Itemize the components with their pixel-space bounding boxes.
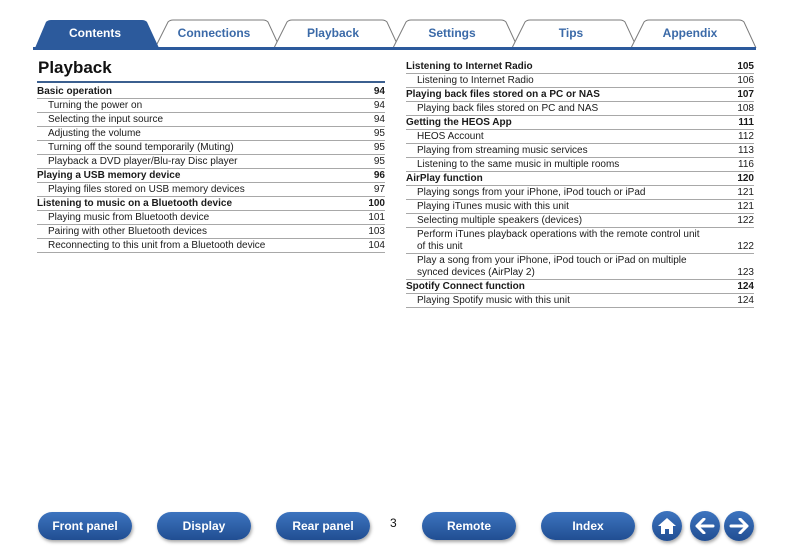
toc-entry-title — [48, 142, 345, 154]
toc-page-number: 124 — [737, 295, 754, 306]
toc-entry-title-line: Playback a DVD player/Blu-ray Disc player — [48, 156, 238, 167]
toc-entry[interactable] — [37, 183, 385, 197]
page-number: 3 — [390, 516, 397, 530]
toc-entry-title — [48, 114, 345, 126]
toc-page-number: 103 — [368, 226, 385, 237]
toc-page-number: 122 — [737, 241, 754, 252]
toc-entry-title — [417, 131, 714, 143]
toc-entry-title — [48, 100, 345, 112]
toc-entry[interactable] — [37, 113, 385, 127]
toc-section-entry[interactable] — [406, 88, 754, 102]
toc-entry[interactable] — [406, 144, 754, 158]
toc-left-column — [37, 85, 385, 253]
index-button[interactable]: Index — [541, 512, 635, 540]
toc-page-number: 108 — [737, 103, 754, 114]
toc-page-number: 94 — [373, 114, 385, 125]
front-panel-button[interactable]: Front panel — [38, 512, 132, 540]
toc-entry-title-line: Playing files stored on USB memory devices — [48, 184, 245, 195]
toc-page-number: 95 — [373, 142, 385, 153]
toc-entry-title — [417, 229, 714, 253]
toc-entry-title-line: Spotify Connect function — [406, 281, 525, 292]
tab-appendix[interactable]: Appendix — [662, 26, 718, 40]
tab-tips[interactable]: Tips — [558, 26, 584, 40]
toc-page-number: 123 — [737, 267, 754, 278]
toc-entry[interactable] — [37, 127, 385, 141]
toc-entry-title-line: Turning the power on — [48, 100, 143, 111]
rear-panel-button[interactable]: Rear panel — [276, 512, 370, 540]
tab-bar — [0, 0, 791, 50]
toc-entry-title — [417, 103, 714, 115]
tab-connections[interactable]: Connections — [177, 26, 251, 40]
toc-section-entry[interactable] — [406, 116, 754, 130]
toc-page-number: 120 — [737, 173, 754, 184]
toc-entry-title-line: of this unit — [417, 241, 463, 252]
toc-entry-title — [417, 215, 714, 227]
remote-button[interactable]: Remote — [422, 512, 516, 540]
toc-page-number: 107 — [737, 89, 754, 100]
toc-entry-title — [406, 117, 714, 129]
toc-entry-title-line: Selecting multiple speakers (devices) — [417, 215, 583, 226]
toc-entry-title — [48, 156, 345, 168]
toc-entry-title — [48, 240, 345, 252]
toc-entry-title-line: Playing from streaming music services — [417, 145, 588, 156]
toc-entry-title-line: Listening to the same music in multiple rooms — [417, 159, 620, 170]
toc-page-number: 100 — [368, 198, 385, 209]
toc-entry[interactable] — [406, 214, 754, 228]
toc-entry-title-line: Playing songs from your iPhone, iPod touch or iPad — [417, 187, 646, 198]
toc-entry-title-line: Perform iTunes playback operations with the remote control unit — [417, 229, 700, 240]
toc-section-entry[interactable] — [406, 60, 754, 74]
toc-entry-title — [37, 86, 345, 98]
arrow-left-icon — [695, 518, 715, 534]
toc-page-number: 112 — [738, 131, 754, 142]
toc-entry-title-line: Listening to Internet Radio — [417, 75, 534, 86]
next-page-button[interactable] — [724, 511, 754, 541]
toc-page-number: 124 — [737, 281, 754, 292]
toc-entry[interactable] — [37, 225, 385, 239]
toc-page-number: 111 — [738, 117, 754, 128]
toc-section-entry[interactable] — [406, 280, 754, 294]
toc-entry-title — [48, 184, 345, 196]
toc-entry[interactable] — [406, 186, 754, 200]
toc-entry-title-line: Turning off the sound temporarily (Muting) — [48, 142, 234, 153]
toc-entry-title — [417, 255, 714, 279]
toc-section-entry[interactable] — [37, 197, 385, 211]
tab-playback[interactable]: Playback — [306, 26, 360, 40]
toc-entry-title-line: Listening to music on a Bluetooth device — [37, 198, 233, 209]
toc-entry-title — [417, 201, 714, 213]
toc-entry[interactable] — [37, 155, 385, 169]
toc-entry[interactable] — [37, 211, 385, 225]
toc-page-number: 113 — [738, 145, 754, 156]
arrow-right-icon — [729, 518, 749, 534]
toc-entry[interactable] — [406, 228, 754, 254]
toc-page-number: 121 — [737, 187, 754, 198]
toc-page-number: 116 — [738, 159, 754, 170]
toc-entry-title-line: Adjusting the volume — [48, 128, 141, 139]
toc-entry-title — [48, 128, 345, 140]
toc-page-number: 101 — [368, 212, 385, 223]
toc-page-number: 105 — [737, 61, 754, 72]
toc-entry[interactable] — [406, 130, 754, 144]
toc-entry-title-line: Playing iTunes music with this unit — [417, 201, 569, 212]
toc-entry-title-line: Getting the HEOS App — [406, 117, 512, 128]
toc-page-number: 106 — [737, 75, 754, 86]
toc-page-number: 121 — [737, 201, 754, 212]
toc-section-entry[interactable] — [37, 85, 385, 99]
toc-entry[interactable] — [37, 99, 385, 113]
toc-entry[interactable] — [406, 294, 754, 308]
toc-entry-title-line: Playing back files stored on PC and NAS — [417, 103, 599, 114]
toc-page-number: 94 — [373, 86, 385, 97]
page-title: Playback — [38, 58, 112, 77]
toc-right-column — [406, 60, 754, 308]
toc-entry-title-line: Pairing with other Bluetooth devices — [48, 226, 207, 237]
toc-page-number: 97 — [373, 184, 385, 195]
toc-entry-title-line: Play a song from your iPhone, iPod touch or iPad on multiple — [417, 255, 687, 266]
toc-entry[interactable] — [406, 74, 754, 88]
toc-entry-title-line: Playing music from Bluetooth device — [48, 212, 210, 223]
toc-entry-title-line: Playing back files stored on a PC or NAS — [406, 89, 600, 100]
toc-entry-title — [417, 187, 714, 199]
toc-page-number: 96 — [373, 170, 385, 181]
toc-entry-title-line: Listening to Internet Radio — [406, 61, 533, 72]
toc-entry-title — [37, 198, 345, 210]
toc-entry-title-line: Basic operation — [37, 86, 113, 97]
toc-entry-title — [406, 281, 714, 293]
toc-entry-title-line: Playing Spotify music with this unit — [417, 295, 570, 306]
previous-page-button[interactable] — [690, 511, 720, 541]
toc-page-number: 104 — [368, 240, 385, 251]
toc-entry[interactable] — [406, 102, 754, 116]
toc-entry-title — [417, 159, 714, 171]
toc-entry-title-line: Selecting the input source — [48, 114, 164, 125]
toc-section-entry[interactable] — [406, 172, 754, 186]
home-icon — [657, 517, 677, 535]
toc-entry-title-line: Reconnecting to this unit from a Bluetooth device — [48, 240, 266, 251]
toc-page-number: 95 — [373, 156, 385, 167]
toc-entry-title — [417, 295, 714, 307]
display-button[interactable]: Display — [157, 512, 251, 540]
toc-entry-title — [406, 61, 714, 73]
toc-entry-title-line: AirPlay function — [406, 173, 483, 184]
toc-entry-title-line: Playing a USB memory device — [37, 170, 181, 181]
toc-entry-title-line: HEOS Account — [417, 131, 484, 142]
toc-entry-title-line: synced devices (AirPlay 2) — [417, 267, 535, 278]
tab-shapes — [0, 0, 791, 50]
toc-entry-title — [417, 145, 714, 157]
home-button[interactable] — [652, 511, 682, 541]
toc-page-number: 95 — [373, 128, 385, 139]
tab-settings[interactable]: Settings — [428, 26, 476, 40]
toc-entry[interactable] — [37, 141, 385, 155]
toc-entry-title — [417, 75, 714, 87]
toc-section-entry[interactable] — [37, 169, 385, 183]
toc-page-number: 94 — [373, 100, 385, 111]
title-rule — [37, 81, 385, 83]
toc-page-number: 122 — [737, 215, 754, 226]
toc-entry-title — [406, 89, 714, 101]
toc-entry[interactable] — [406, 200, 754, 214]
toc-entry-title — [48, 212, 345, 224]
toc-entry-title — [37, 170, 345, 182]
toc-entry-title — [406, 173, 714, 185]
toc-entry[interactable] — [406, 158, 754, 172]
toc-entry[interactable] — [406, 254, 754, 280]
tab-contents[interactable]: Contents — [69, 26, 121, 40]
toc-entry-title — [48, 226, 345, 238]
toc-entry[interactable] — [37, 239, 385, 253]
